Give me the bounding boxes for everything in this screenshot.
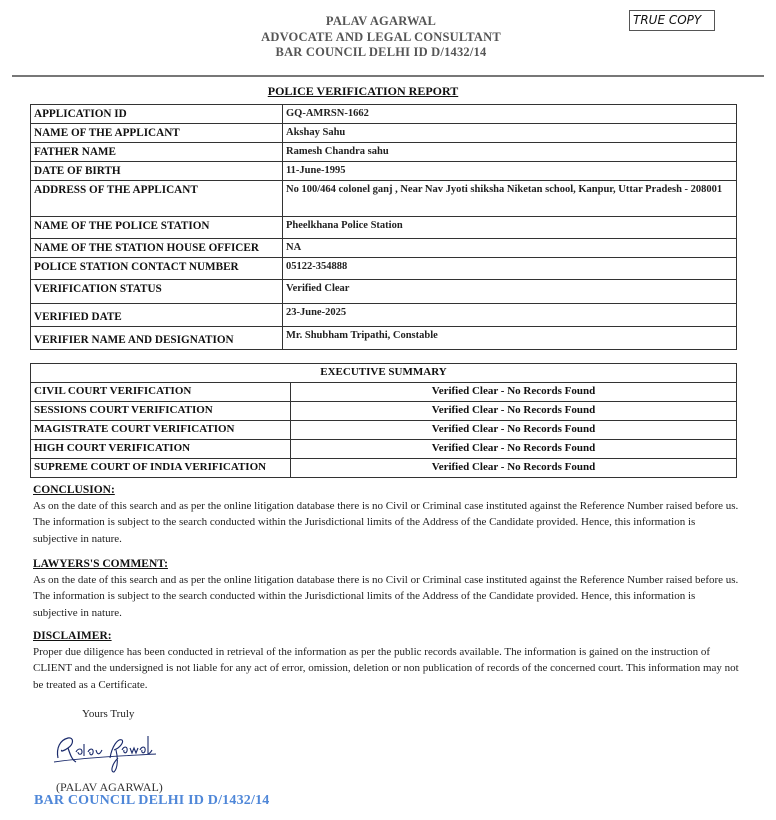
table-row bbox=[31, 383, 737, 402]
field-value-address: No 100/464 colonel ganj , Near Nav Jyoti shiksha Niketan school, Kanpur, Uttar Pradesh - 208001 bbox=[283, 181, 737, 217]
disclaimer-text: Proper due diligence has been conducted in retrieval of the information as per the public records available. The information is gained on the instruction of CLIENT and the undersigned is not liable for any act of error, omission, deletion or non publication of records of the concerned court. This information may not be treated as a Certificate. bbox=[33, 646, 739, 691]
field-label: FATHER NAME bbox=[31, 143, 283, 162]
disclaimer-section bbox=[33, 629, 741, 693]
field-label: NAME OF THE APPLICANT bbox=[31, 124, 283, 143]
field-label: VERIFICATION STATUS bbox=[31, 280, 283, 304]
field-label: APPLICATION ID bbox=[31, 105, 283, 124]
true-copy-stamp: TRUE COPY bbox=[629, 10, 715, 31]
court-name: SUPREME COURT OF INDIA VERIFICATION bbox=[31, 459, 291, 478]
lawyers-comment-text: As on the date of this search and as per the online litigation database there is no Civil or Criminal case instituted against the Reference Number raised before us. The information is subject to the search conducted within the Jurisdictional limits of the Address of the Candidate provided. Hence, this information is subjective in nature. bbox=[33, 574, 739, 619]
table-row bbox=[31, 181, 737, 217]
table-row bbox=[31, 280, 737, 304]
field-label: POLICE STATION CONTACT NUMBER bbox=[31, 258, 283, 280]
advocate-name: PALAV AGARWAL bbox=[325, 14, 437, 28]
court-result: Verified Clear - No Records Found bbox=[291, 402, 737, 421]
field-value-contact-number: 05122-354888 bbox=[283, 258, 737, 280]
court-result: Verified Clear - No Records Found bbox=[291, 440, 737, 459]
court-name: CIVIL COURT VERIFICATION bbox=[31, 383, 291, 402]
table-row bbox=[31, 162, 737, 181]
court-name: SESSIONS COURT VERIFICATION bbox=[31, 402, 291, 421]
field-value-verifier: Mr. Shubham Tripathi, Constable bbox=[283, 327, 737, 350]
field-value-police-station: Pheelkhana Police Station bbox=[283, 217, 737, 239]
field-label: VERIFIER NAME AND DESIGNATION bbox=[31, 327, 283, 350]
table-row bbox=[31, 440, 737, 459]
signature-image bbox=[50, 728, 160, 774]
table-row bbox=[31, 459, 737, 478]
court-result: Verified Clear - No Records Found bbox=[291, 383, 737, 402]
conclusion-text: As on the date of this search and as per the online litigation database there is no Civil or Criminal case instituted against the Reference Number raised before us. The information is subject to the search conducted within the Jurisdictional limits of the Address of the Candidate provided. Hence, this information is subjective in nature. bbox=[33, 500, 739, 545]
table-row bbox=[31, 143, 737, 162]
conclusion-heading: CONCLUSION: bbox=[33, 484, 115, 496]
field-value-sho: NA bbox=[283, 239, 737, 258]
field-label: ADDRESS OF THE APPLICANT bbox=[31, 181, 283, 217]
court-name: MAGISTRATE COURT VERIFICATION bbox=[31, 421, 291, 440]
table-row bbox=[31, 239, 737, 258]
lawyers-comment-section bbox=[33, 557, 741, 621]
applicant-details-table bbox=[30, 104, 737, 350]
advocate-bar-id: BAR COUNCIL DELHI ID D/1432/14 bbox=[275, 45, 487, 59]
field-value-applicant-name: Akshay Sahu bbox=[283, 124, 737, 143]
table-header-row bbox=[31, 364, 737, 383]
field-label: VERIFIED DATE bbox=[31, 304, 283, 327]
field-label: NAME OF THE STATION HOUSE OFFICER bbox=[31, 239, 283, 258]
table-row bbox=[31, 258, 737, 280]
closing-text: Yours Truly bbox=[82, 708, 135, 720]
report-title bbox=[0, 82, 776, 100]
table-row bbox=[31, 124, 737, 143]
signatory-bar-id: BAR COUNCIL DELHI ID D/1432/14 bbox=[34, 793, 270, 808]
conclusion-section bbox=[33, 483, 741, 547]
table-row bbox=[31, 105, 737, 124]
table-row bbox=[31, 304, 737, 327]
field-label: DATE OF BIRTH bbox=[31, 162, 283, 181]
executive-summary-table bbox=[30, 363, 737, 478]
report-title-text: POLICE VERIFICATION REPORT bbox=[267, 84, 459, 98]
signatory-name: (PALAV AGARWAL) bbox=[56, 780, 163, 794]
table-row bbox=[31, 327, 737, 350]
field-label: NAME OF THE POLICE STATION bbox=[31, 217, 283, 239]
advocate-designation: ADVOCATE AND LEGAL CONSULTANT bbox=[261, 29, 501, 44]
lawyers-comment-heading: LAWYERS'S COMMENT: bbox=[33, 558, 168, 570]
table-row bbox=[31, 402, 737, 421]
court-result: Verified Clear - No Records Found bbox=[291, 459, 737, 478]
field-value-father-name: Ramesh Chandra sahu bbox=[283, 143, 737, 162]
table-row bbox=[31, 217, 737, 239]
field-value-application-id: GQ-AMRSN-1662 bbox=[283, 105, 737, 124]
court-result: Verified Clear - No Records Found bbox=[291, 421, 737, 440]
table-row bbox=[31, 421, 737, 440]
field-value-verification-status: Verified Clear bbox=[283, 280, 737, 304]
court-name: HIGH COURT VERIFICATION bbox=[31, 440, 291, 459]
header-divider bbox=[12, 75, 764, 77]
disclaimer-heading: DISCLAIMER: bbox=[33, 630, 112, 642]
executive-summary-title: EXECUTIVE SUMMARY bbox=[31, 364, 737, 383]
field-value-date-of-birth: 11-June-1995 bbox=[283, 162, 737, 181]
field-value-verified-date: 23-June-2025 bbox=[283, 304, 737, 327]
